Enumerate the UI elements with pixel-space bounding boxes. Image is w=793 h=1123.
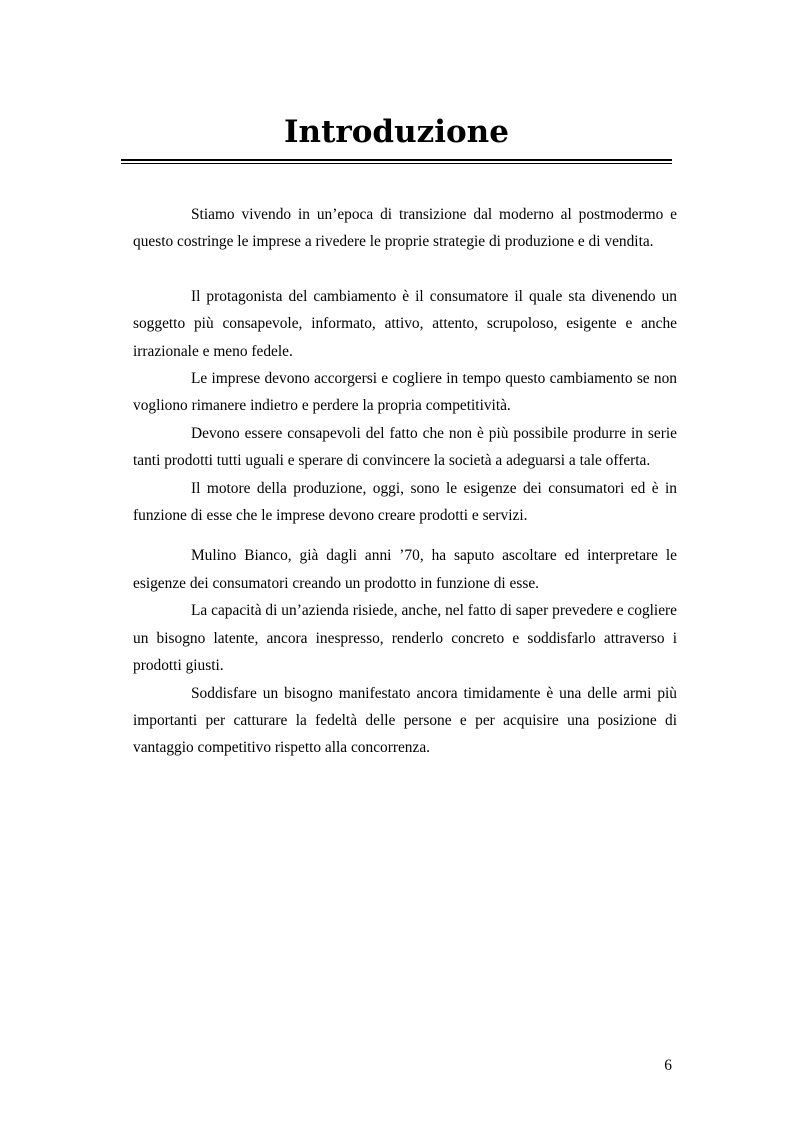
page-title: Introduzione	[284, 114, 509, 150]
paragraph-8: Soddisfare un bisogno manifestato ancora timidamente è una delle armi più importanti per catturare la fedeltà delle persone e per acquisire una posizione di vantaggio competitivo rispetto alla concorrenza.	[133, 684, 677, 757]
title-double-rule	[121, 159, 672, 165]
body-text	[133, 201, 677, 762]
page-number: 6	[664, 1057, 672, 1074]
paragraph-3: Le imprese devono accorgersi e cogliere in tempo questo cambiamento se non vogliono rimanere indietro e perdere la propria competitività.	[133, 370, 677, 415]
paragraph-2: Il protagonista del cambiamento è il consumatore il quale sta divenendo un soggetto più consapevole, informato, attivo, attento, scrupoloso, esigente e anche irrazionale e meno fedele.	[133, 287, 677, 360]
paragraph-4: Devono essere consapevoli del fatto che non è più possibile produrre in serie tanti prodotti tutti uguali e sperare di convincere la società a adeguarsi a tale offerta.	[133, 424, 677, 470]
title-rule-thick	[121, 159, 672, 161]
paragraph-7: La capacità di un’azienda risiede, anche, nel fatto di saper prevedere e cogliere un bisogno latente, ancora inespresso, renderlo concreto e soddisfarlo attraverso i prodotti giusti.	[133, 602, 677, 675]
paragraph-1: Stiamo vivendo in un’epoca di transizione dal moderno al postmodermo e questo costringe le imprese a rivedere le proprie strategie di produzione e di vendita.	[133, 206, 677, 251]
paragraph-5: Il motore della produzione, oggi, sono le esigenze dei consumatori ed è in funzione di esse che le imprese devono creare prodotti e servizi.	[133, 479, 677, 525]
paragraph-6: Mulino Bianco, già dagli anni ’70, ha saputo ascoltare ed interpretare le esigenze dei consumatori creando un prodotto in funzione di esse.	[133, 547, 677, 592]
title-rule-thin	[121, 163, 672, 164]
